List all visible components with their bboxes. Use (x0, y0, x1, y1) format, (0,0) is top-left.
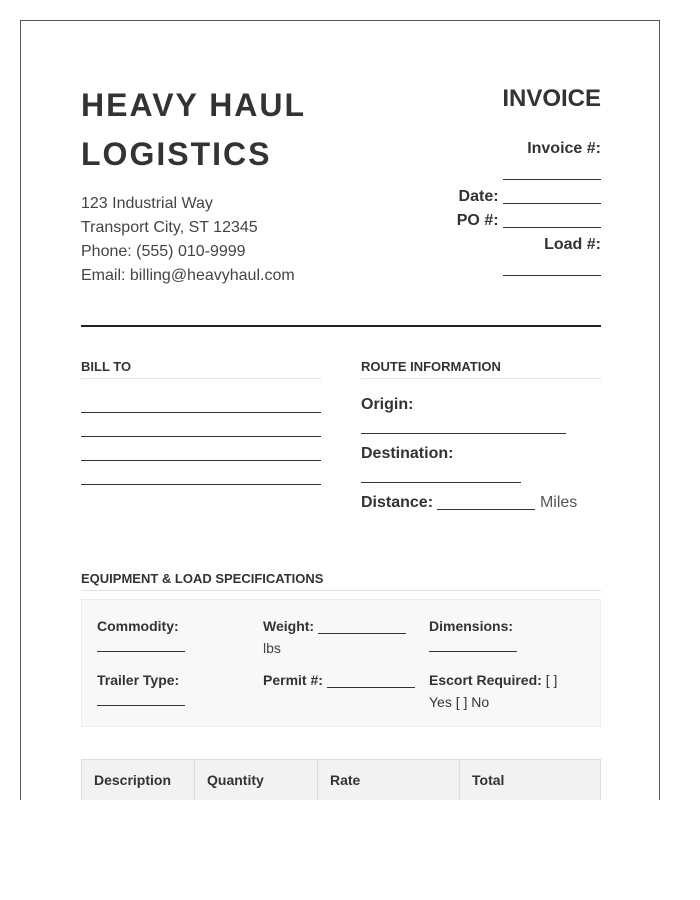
weight-label: Weight: (263, 618, 315, 634)
commodity-group (97, 615, 185, 652)
permit-field[interactable] (327, 673, 415, 688)
commodity-field[interactable] (97, 637, 185, 652)
table-header-row (82, 760, 601, 801)
date-field[interactable] (503, 187, 601, 204)
date-label: Date: (458, 188, 499, 205)
escort-options[interactable]: Yes [ ] No (429, 694, 490, 710)
invoice-content (81, 21, 601, 800)
invoice-sheet (20, 20, 660, 800)
po-label: PO #: (456, 212, 499, 229)
trailer-group (97, 669, 185, 706)
company-name: HEAVY HAUL LOGISTICS (81, 87, 306, 172)
address-line-2: Transport City, ST 12345 (81, 219, 258, 236)
route-heading: ROUTE INFORMATION (361, 359, 601, 379)
col-description: Description (82, 760, 195, 801)
weight-group (263, 615, 423, 659)
invoice-title: INVOICE (502, 85, 601, 112)
dimensions-label: Dimensions: (429, 618, 514, 634)
distance-unit: Miles (539, 494, 578, 511)
permit-label: Permit #: (263, 672, 323, 688)
company-phone: Phone: (555) 010-9999 (81, 243, 246, 260)
bill-to-line-4[interactable] (81, 484, 321, 485)
destination-field[interactable] (361, 466, 521, 483)
escort-label: Escort Required: (429, 672, 542, 688)
line-items-table (81, 759, 601, 800)
col-quantity: Quantity (195, 760, 318, 801)
origin-field[interactable] (361, 417, 566, 434)
header-divider (81, 325, 601, 327)
company-email: Email: billing@heavyhaul.com (81, 267, 295, 284)
escort-yes-checkbox[interactable]: [ ] (545, 672, 558, 688)
distance-label: Distance: (361, 494, 434, 511)
equipment-box (81, 599, 601, 727)
invoice-number-label: Invoice #: (527, 140, 601, 157)
bill-to-line-2[interactable] (81, 436, 321, 437)
weight-field[interactable] (318, 619, 406, 634)
distance-field[interactable] (437, 493, 535, 510)
origin-label: Origin: (361, 396, 414, 413)
load-label: Load #: (544, 236, 601, 253)
address-line-1: 123 Industrial Way (81, 195, 213, 212)
destination-label: Destination: (361, 445, 454, 462)
dimensions-group (429, 615, 517, 652)
load-field[interactable] (503, 259, 601, 276)
col-total: Total (460, 760, 601, 801)
col-rate: Rate (318, 760, 460, 801)
bill-to-line-3[interactable] (81, 460, 321, 461)
trailer-type-field[interactable] (97, 691, 185, 706)
escort-group (429, 669, 589, 713)
po-field[interactable] (503, 211, 601, 228)
invoice-number-field[interactable] (503, 163, 601, 180)
company-address (81, 192, 295, 288)
bill-to-heading: BILL TO (81, 359, 321, 379)
permit-group (263, 669, 415, 691)
equipment-heading: EQUIPMENT & LOAD SPECIFICATIONS (81, 571, 601, 591)
trailer-type-label: Trailer Type: (97, 672, 180, 688)
route-info (361, 393, 601, 515)
dimensions-field[interactable] (429, 637, 517, 652)
invoice-meta (381, 137, 601, 281)
commodity-label: Commodity: (97, 618, 179, 634)
bill-to-line-1[interactable] (81, 412, 321, 413)
weight-unit: lbs (263, 640, 281, 656)
